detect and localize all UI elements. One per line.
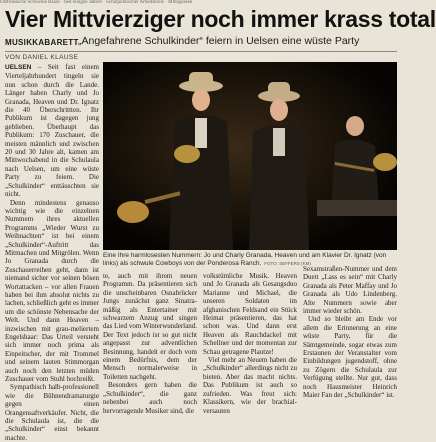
paragraph: Und so bleibt am Ende vor allem die Erinnerung an eine wüste Party, für die Sämtgemeinde, sogar etwas zum Erstaunen der Veranstalter vom Einbildungen jugendstoff, ohne zu Zögern die Schulaula zur Verfügung stellte. Nur gut, dass noch Hausmeister Heinrich Maier Fan der „Schulkinder“ ist. <box>303 315 397 400</box>
article-column-3 <box>203 272 297 427</box>
paragraph: Sympathisch halb-professionell wie die Bühnendramaturgie gegen einen Orangensaftverkäufer. Nicht, die die Schulaula ist, die die „Schulkinder“ einst bekannt machte. <box>5 383 99 442</box>
paragraph: – Seit fast einem Vierteljahrhundert tingeln sie nun schon durch die Lande. Länger haben Charly und Jo Granada, Heaven und Dr. Ignatz die 40 Überschrittten. Ihr Publikum ist dagegen jung geblieben. Überhaupt das Publikum: 170 Zuschauer, die meisten männlich und zwischen 20 und 30 Jahre alt, kamen am Mittwochabend in die Schulaula nach Uelsen, um eine wüste Party zu feiern. Die „Schulkinder“ enttäuschten sie nicht. <box>5 63 99 199</box>
section-kicker: MUSIKKABARETT <box>5 38 79 47</box>
subheadline: „Angefahrene Schulkinder“ feiern in Uelsen eine wüste Party <box>78 35 360 47</box>
paragraph: te, auch mit ihrem neuen Programm. Da präsentieren sich die unscheinbaren Osnabrücker Jungs zunächst ganz Sinatra-mäßig als Entertainer mit schwarzem Anzug und singen das Lied vom Winterwunderland. Der Text jedoch ist so gut nicht angepasst zur adventlichen Besinnung, handelt er doch vom einem Bedürfnis, dem der Mensch normalerweise in Toiletten nachgeht. <box>103 272 197 381</box>
previous-article-strip: Ostfriesische Schweine Rasse · Seit einigen Jahren · Schulpolitischer Arbeitskreis · Mittagessen <box>0 0 193 5</box>
article-column-2 <box>103 272 197 427</box>
stage-photo-image <box>103 62 397 250</box>
stage-photo <box>103 62 397 250</box>
paragraph: volkstümliche Musik. Heaven und Jo Granada als Gesangsduo Marianne und Michael, die unseren Soldaten im afghanischen Feldsand ein Stück Heimat präsentieren, das hat schon was. Und dann erst Heaven als Rauchdackel mit Schellner und der momentan zur Schau getragene Plautze! <box>203 272 297 356</box>
article-column-4 <box>303 265 397 427</box>
article-column-1 <box>5 63 99 442</box>
dateline-place: UELSEN <box>5 64 32 71</box>
headline: Vier Mittvierziger noch immer krass total <box>5 6 436 32</box>
paragraph: Sexamstraßen-Nummer und dem Duett „Lass es sein“ mit Charly Granada als Peter Maffay und Jo Granada als Udo Lindenberg. Alte Nummern sowie aber immer wieder schön. <box>303 265 397 316</box>
paragraph: Viel mehr an Neuem haben die „Schulkinder“ allerdings nicht zu bieten. Aber das macht nichts. Das Publikum ist auch so zufrieden. Was freut sich: Klassikern, wie der brachial-versauten <box>203 356 297 415</box>
photo-credit: FOTO: SEFFERS (KM) <box>264 260 311 266</box>
paragraph: Besonders gern haben die „Schulkinder“, die ganz nebenbei auch noch hervorragende Musiker sind, die <box>103 381 197 415</box>
byline: VON DANIEL KLAUSE <box>5 54 79 61</box>
divider <box>5 51 397 52</box>
paragraph: Denn mindestens genauso wichtig wie die einzelnen Nummern ihres aktuellen Programms „Wieder Wurst zu Weihnachten“ ist bei einem „Schulkinder“-Auftritt das Mitmachen und Mitgrölen. Wenn Jo Granada durch die Zuschauerreihen geht, dann ist niemand sicher vor seinen bösen Wortattacken – vor allen Frauen haben bei ihm absolut nichts zu lachen, schließlich geht es immer um die schönste Nebensache der Welt. Und dann Heaven – inzwischen mit grau-meliertem Engelshaar: Das Urteil versteht sich immer noch prima als Einpeitscher, der mit Trommel und seinem lauten Stimmorgan auch noch den letzten müden Zuschauer vom Stuhl hochreißt. <box>5 198 99 384</box>
caption-text: Eine Ihre harmlosesten Nummern: Jo und Charly Granada, Heaven und am Klavier Dr. Ignatz (von links) als schwule Cowboys von der Ponderosa Ranch. <box>103 252 387 267</box>
